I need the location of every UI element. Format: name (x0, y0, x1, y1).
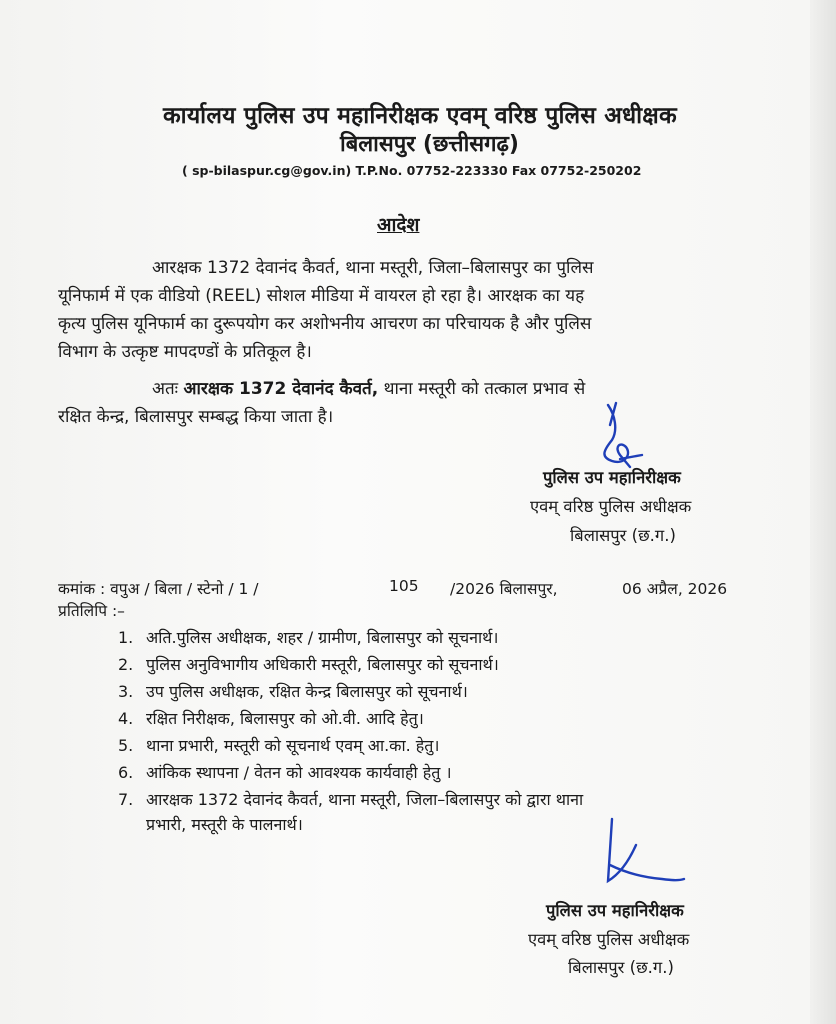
reference-kramank: कमांक : वपुअ / बिला / स्टेनो / 1 / (58, 580, 259, 598)
pratilipi-label: प्रतिलिपि :– (58, 602, 125, 620)
order-para1-line1: आरक्षक 1372 देवानंद कैवर्त, थाना मस्तूरी, जिला–बिलासपुर का पुलिस (152, 258, 594, 278)
list-item: 5. थाना प्रभारी, मस्तूरी को सूचनार्थ एवम् आ.का. हेतु। (118, 736, 440, 755)
office-title: कार्यालय पुलिस उप महानिरीक्षक एवम् वरिष्ठ पुलिस अधीक्षक (163, 103, 677, 129)
list-item: 2. पुलिस अनुविभागीय अधिकारी मस्तूरी, बिलासपुर को सूचनार्थ। (118, 655, 499, 674)
signature1-block (543, 465, 681, 491)
list-item: 4. रक्षित निरीक्षक, बिलासपुर को ओ.वी. आदि हेतु। (118, 709, 424, 728)
reference-date: 06 अप्रैल, 2026 (622, 580, 728, 598)
list-item: 6. आंकिक स्थापना / वेतन को आवश्यक कार्यवाही हेतु । (118, 763, 452, 782)
list-item: 7. आरक्षक 1372 देवानंद कैवर्त, थाना मस्तूरी, जिला–बिलासपुर को द्वारा थाना (118, 790, 584, 809)
list-item: 1. अति.पुलिस अधीक्षक, शहर / ग्रामीण, बिलासपुर को सूचनार्थ। (118, 628, 499, 647)
order-para1-line3: कृत्य पुलिस यूनिफार्म का दुरूपयोग कर अशोभनीय आचरण का परिचायक है और पुलिस (58, 314, 592, 334)
signature1-line3: बिलासपुर (छ.ग.) (570, 526, 676, 545)
order-title: आदेश (377, 214, 420, 236)
handwritten-signature-2 (600, 815, 690, 895)
office-contact: ( sp-bilaspur.cg@gov.in) T.P.No. 07752-223330 Fax 07752-250202 (182, 163, 642, 178)
signature2-line3: बिलासपुर (छ.ग.) (568, 958, 674, 977)
reference-year-place: /2026 बिलासपुर, (450, 580, 558, 598)
order-para2-line1 (152, 375, 585, 404)
order-para2-bold: आरक्षक 1372 देवानंद कैवर्त, (183, 379, 379, 399)
signature2-title: पुलिस उप महानिरीक्षक (546, 901, 684, 920)
order-para2-line2: रक्षित केन्द्र, बिलासपुर सम्बद्ध किया जाता है। (58, 407, 334, 427)
reference-number: 105 (389, 577, 419, 595)
signature1-line2: एवम् वरिष्ठ पुलिस अधीक्षक (530, 497, 692, 516)
list-item-continuation: प्रभारी, मस्तूरी के पालनार्थ। (146, 815, 303, 834)
list-item: 3. उप पुलिस अधीक्षक, रक्षित केन्द्र बिलासपुर को सूचनार्थ। (118, 682, 468, 701)
signature2-block (546, 898, 684, 924)
page-edge-shadow (810, 0, 836, 1024)
signature2-line2: एवम् वरिष्ठ पुलिस अधीक्षक (528, 930, 690, 949)
office-location: बिलासपुर (छत्तीसगढ़) (340, 132, 519, 157)
order-para1-line4: विभाग के उत्कृष्ट मापदण्डों के प्रतिकूल है। (58, 342, 312, 362)
order-para2-rest: थाना मस्तूरी को तत्काल प्रभाव से (383, 379, 586, 399)
order-para2-prefix: अतः (152, 379, 179, 399)
signature1-title: पुलिस उप महानिरीक्षक (543, 468, 681, 487)
order-para1-line2: यूनिफार्म में एक वीडियो (REEL) सोशल मीडिया में वायरल हो रहा है। आरक्षक का यह (58, 286, 585, 306)
handwritten-signature-1 (590, 395, 660, 475)
